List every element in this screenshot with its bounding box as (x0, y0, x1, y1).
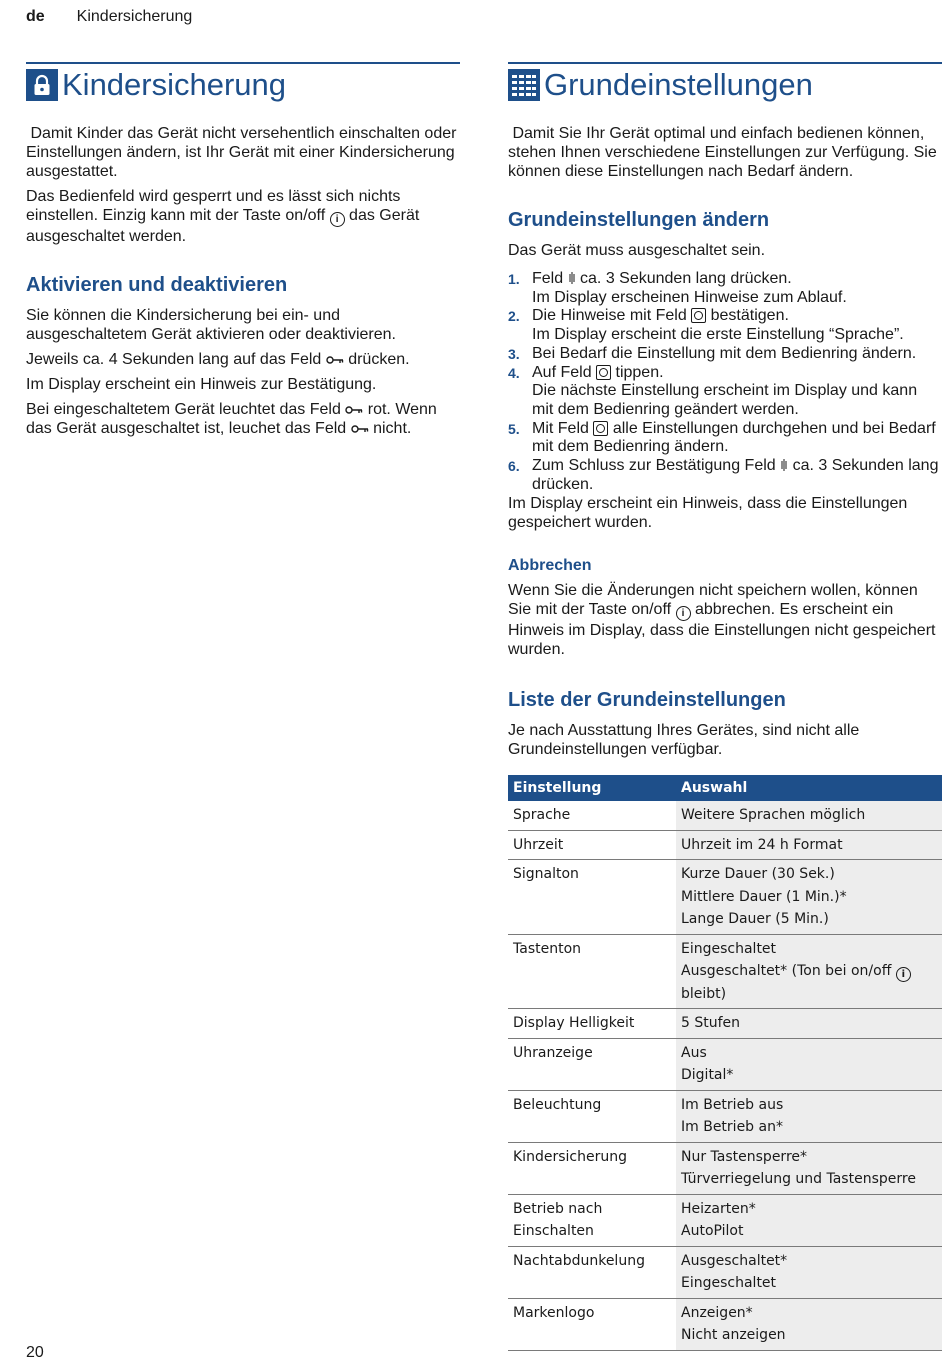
key-icon (345, 406, 363, 414)
table-row (508, 1142, 942, 1194)
setting-name: Markenlogo (508, 1298, 676, 1350)
step-item: 4. Auf Feld tippen. Die nächste Einstellung erscheint im Display und kann mit dem Bedienring geändert werden. (508, 363, 918, 418)
option-text: Im Betrieb aus (681, 1096, 784, 1113)
left-column (26, 62, 460, 444)
timer-icon (596, 365, 611, 380)
table-row (508, 830, 942, 860)
key-icon (326, 356, 344, 364)
option-text: Aus (681, 1044, 707, 1061)
section-title-text: Grundeinstellungen (544, 67, 813, 102)
section-title-grundeinstellungen (508, 62, 942, 102)
step-item: 2. Die Hinweise mit Feld bestätigen. Im Display erscheint die erste Einstellung “Sprache”. (508, 307, 904, 344)
display-hint: Im Display erscheint ein Hinweis zur Bestätigung. (26, 376, 377, 393)
option-text: 5 Stufen (681, 1015, 741, 1032)
table-row (508, 1298, 942, 1350)
subsection-title: Aktivieren und deaktivieren (26, 274, 288, 296)
light-icon (568, 271, 576, 285)
list-intro: Je nach Ausstattung Ihres Gerätes, sind nicht alle Grundeinstellungen verfügbar. (508, 722, 860, 759)
table-header-row (508, 775, 942, 801)
section-title-kindersicherung (26, 62, 460, 102)
setting-options (676, 1090, 942, 1142)
section-title-text: Kindersicherung (62, 67, 287, 102)
settings-grid-icon (508, 69, 540, 101)
setting-options (676, 801, 942, 830)
setting-name: Uhranzeige (508, 1038, 676, 1090)
table-row (508, 801, 942, 830)
table-row (508, 1246, 942, 1298)
power-icon: i (896, 967, 911, 982)
key-icon (351, 425, 369, 433)
option-text: Lange Dauer (5 Min.) (681, 911, 829, 928)
option-text: Digital* (681, 1067, 734, 1084)
table-row (508, 1194, 942, 1246)
table-row (508, 860, 942, 935)
setting-name: Uhrzeit (508, 830, 676, 860)
table-row (508, 1038, 942, 1090)
option-text: Nur Tastensperre* (681, 1148, 807, 1165)
option-text: Kurze Dauer (30 Sek.) (681, 866, 835, 883)
steps-list (508, 270, 942, 494)
option-text: Türverriegelung und Tastensperre (681, 1171, 916, 1188)
precondition: Das Gerät muss ausgeschaltet sein. (508, 242, 766, 259)
setting-options (676, 830, 942, 860)
step-item: 1. Feld ca. 3 Sekunden lang drücken. Im Display erscheinen Hinweise zum Ablauf. (508, 270, 847, 306)
timer-icon (691, 308, 706, 323)
intro-paragraph: Damit Sie Ihr Gerät optimal und einfach bedienen können, stehen Ihnen verschiedene Einstellungen zur Verfügung. Sie können diese Einstellungen nach Bedarf ändern. (508, 125, 937, 180)
option-text: Ausgeschaltet* (681, 1252, 788, 1269)
subsection-title-change: Grundeinstellungen ändern (508, 209, 770, 231)
power-icon: i (330, 212, 345, 227)
option-text: Mittlere Dauer (1 Min.)* (681, 888, 847, 905)
panel-lock-paragraph: Das Bedienfeld wird gesperrt und es lässt sich nichts einstellen. Einzig kann mit der Taste on/off i das Gerät ausgeschaltet werden. (26, 188, 420, 245)
option-text: Weitere Sprachen möglich (681, 807, 866, 824)
option-text: bleibt) (681, 985, 727, 1002)
option-text: Ausgeschaltet* (Ton bei on/off (681, 963, 892, 980)
option-text: Nicht anzeigen (681, 1327, 786, 1344)
option-text: AutoPilot (681, 1223, 744, 1240)
table-row (508, 934, 942, 1009)
option-text: Eingeschaltet (681, 940, 777, 957)
power-icon: i (676, 606, 691, 621)
setting-options (676, 1038, 942, 1090)
timer-icon (593, 421, 608, 436)
language-code: de (26, 8, 45, 25)
setting-options (676, 934, 942, 1009)
settings-table (508, 775, 942, 1351)
setting-name: Display Helligkeit (508, 1009, 676, 1039)
setting-name: Signalton (508, 860, 676, 935)
header-section: Kindersicherung (76, 8, 193, 25)
setting-options (676, 1142, 942, 1194)
intro-paragraph: Damit Kinder das Gerät nicht versehentlich einschalten oder Einstellungen ändern, ist Ihr Gerät mit einer Kindersicherung ausgestattet. (26, 125, 457, 180)
page-header (26, 8, 192, 26)
setting-options (676, 860, 942, 935)
setting-options (676, 1298, 942, 1350)
option-text: Anzeigen* (681, 1304, 753, 1321)
cancel-title: Abbrechen (508, 557, 592, 575)
setting-options (676, 1194, 942, 1246)
setting-name: Tastenton (508, 934, 676, 1009)
table-row (508, 1090, 942, 1142)
light-icon (780, 458, 788, 472)
right-column (508, 62, 942, 1351)
setting-name: Kindersicherung (508, 1142, 676, 1194)
step-item: 5. Mit Feld alle Einstellungen durchgehen und bei Bedarf mit dem Bedienring ändern. (508, 419, 936, 456)
setting-options (676, 1246, 942, 1298)
page-number: 20 (26, 1344, 44, 1361)
saved-hint: Im Display erscheint ein Hinweis, dass die Einstellungen gespeichert wurden. (508, 495, 908, 532)
option-text: Uhrzeit im 24 h Format (681, 836, 843, 853)
step-item: 6. Zum Schluss zur Bestätigung Feld ca. 3 Sekunden lang drücken. (508, 457, 939, 493)
setting-options (676, 1009, 942, 1039)
cancel-paragraph: Wenn Sie die Änderungen nicht speichern wollen, können Sie mit der Taste on/off i abbrechen. Es erscheint ein Hinweis im Display, dass die Einstellungen nicht gespeichert wurden. (508, 582, 936, 659)
setting-name: Betrieb nach Einschalten (508, 1194, 676, 1246)
activate-paragraph: Sie können die Kindersicherung bei ein- und ausgeschaltetem Gerät aktivieren oder deaktivieren. (26, 307, 396, 343)
option-text: Heizarten* (681, 1200, 756, 1217)
setting-name: Nachtabdunkelung (508, 1246, 676, 1298)
setting-name: Beleuchtung (508, 1090, 676, 1142)
step-item: 3. Bei Bedarf die Einstellung mit dem Bedienring ändern. (508, 344, 917, 362)
subsection-title-list: Liste der Grundeinstellungen (508, 689, 786, 712)
table-row (508, 1009, 942, 1039)
column-header: Einstellung (508, 775, 676, 801)
padlock-icon (26, 69, 58, 101)
press-instruction: Jeweils ca. 4 Sekunden lang auf das Feld drücken. (26, 351, 410, 368)
light-status-paragraph: Bei eingeschaltetem Gerät leuchtet das Feld rot. Wenn das Gerät ausgeschaltet ist, leuchet das Feld nicht. (26, 401, 437, 437)
option-text: Eingeschaltet (681, 1275, 777, 1292)
setting-name: Sprache (508, 801, 676, 830)
column-header: Auswahl (676, 775, 942, 801)
option-text: Im Betrieb an* (681, 1119, 783, 1136)
